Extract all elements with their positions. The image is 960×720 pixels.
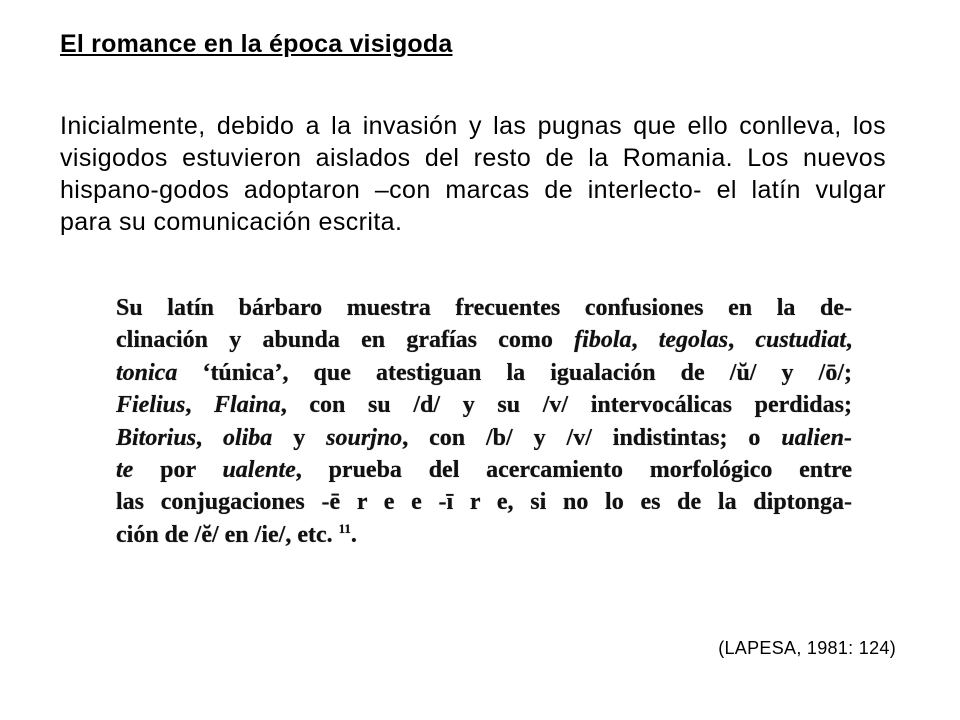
italic-word: sourjno xyxy=(326,424,403,451)
italic-word: tegolas xyxy=(658,327,729,354)
italic-word: fibola xyxy=(574,327,632,354)
italic-word: Bitorius xyxy=(116,424,197,451)
quote-line: tonica ‘túnica’, que atestiguan la igualación de /ŭ/ y /ō/; xyxy=(116,359,852,386)
quote-line: las conjugaciones -ē r e e -ī r e, si no lo es de la diptonga- xyxy=(116,489,852,516)
italic-word: Flaina xyxy=(214,392,281,419)
quote-text xyxy=(116,292,852,551)
slide-title: El romance en la época visigoda xyxy=(60,30,453,58)
quote-line: Fielius, Flaina, con su /d/ y su /v/ intervocálicas perdidas; xyxy=(116,392,852,419)
italic-word: ualente xyxy=(222,457,296,484)
quote-line: te por ualente, prueba del acercamiento morfológico entre xyxy=(116,457,852,484)
quote-line: Bitorius, oliba y sourjno, con /b/ y /v/ indistintas; o ualien- xyxy=(116,424,852,451)
quote-line: clinación y abunda en grafías como fibola, tegolas, custudiat, xyxy=(116,327,853,354)
footnote-marker: 11 xyxy=(338,520,351,536)
italic-word: te xyxy=(116,457,134,484)
intro-paragraph: Inicialmente, debido a la invasión y las pugnas que ello conlleva, los visigodos estuvieron aislados del resto de la Romania. Los nuevos hispano-godos adoptaron –con marcas de interlecto- el latín vulgar para su comunicación escrita. xyxy=(60,112,886,236)
quote-line: ción de /ĕ/ en /ie/, etc. $^{11}$. xyxy=(116,520,357,548)
italic-word: custudiat xyxy=(755,327,847,354)
quote-line: Su latín bárbaro muestra frecuentes confusiones en la de- xyxy=(116,295,852,321)
italic-word: oliba xyxy=(222,424,273,451)
quoted-scan xyxy=(116,292,852,592)
italic-word: Fielius xyxy=(116,392,186,419)
italic-word: tonica xyxy=(116,359,178,386)
citation: (LAPESA, 1981: 124) xyxy=(718,638,896,658)
italic-word: ualien- xyxy=(781,424,852,451)
